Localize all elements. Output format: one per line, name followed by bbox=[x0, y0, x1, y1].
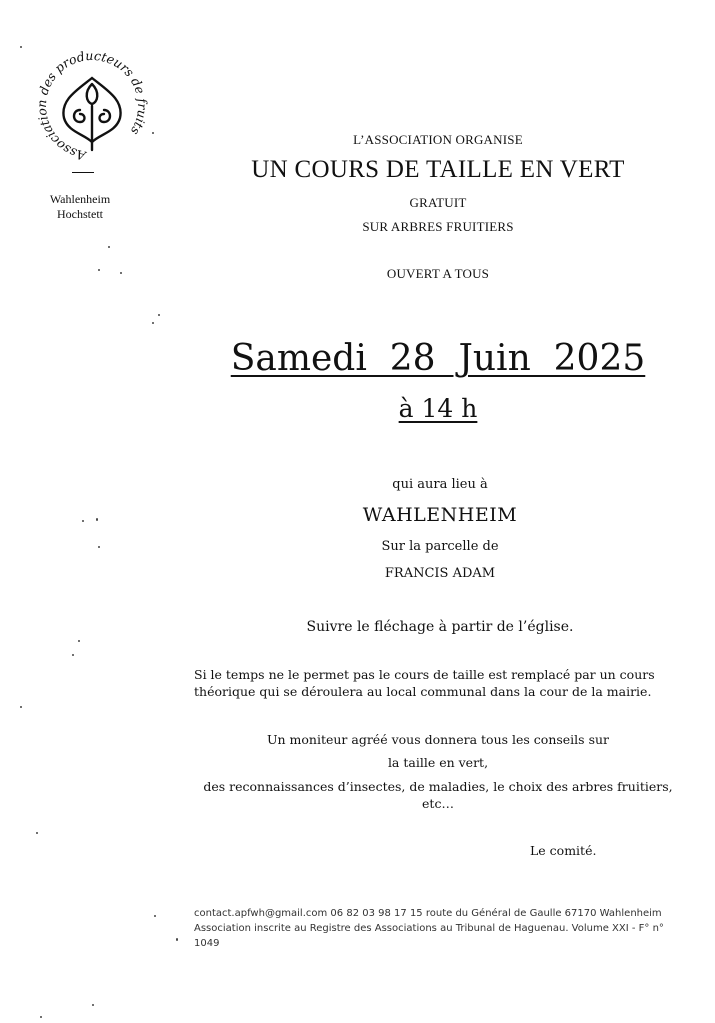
event-place: WAHLENHEIM bbox=[362, 504, 518, 526]
logo-divider bbox=[72, 172, 94, 173]
event-time: à 14 h bbox=[398, 394, 478, 423]
parcel-intro: Sur la parcelle de bbox=[381, 539, 499, 554]
fruit-leaf-icon bbox=[63, 78, 120, 150]
association-logo bbox=[22, 40, 162, 170]
monitor-note-line-1: Un moniteur agréé vous donnera tous les conseils sur bbox=[266, 732, 610, 747]
location-intro: qui aura lieu à bbox=[392, 477, 488, 492]
weather-note-line-1: Si le temps ne le permet pas le cours de taille est remplacé par un cours bbox=[194, 667, 655, 682]
organiser-line: L’ASSOCIATION ORGANISE bbox=[353, 132, 523, 147]
footer-registration: Association inscrite au Registre des Associations au Tribunal de Haguenau. Volume XXI - F° n° bbox=[194, 923, 664, 934]
town-hochstett: Hochstett bbox=[57, 207, 103, 221]
weather-note-line-2: théorique qui se déroulera au local communal dans la cour de la mairie. bbox=[194, 684, 652, 699]
directions: Suivre le fléchage à partir de l’église. bbox=[306, 619, 574, 635]
subject-line: SUR ARBRES FRUITIERS bbox=[362, 219, 514, 234]
footer-contact: contact.apfwh@gmail.com 06 82 03 98 17 15 route du Général de Gaulle 67170 Wahlenheim bbox=[194, 908, 662, 919]
free-label: GRATUIT bbox=[409, 195, 467, 210]
monitor-note-line-4: etc… bbox=[422, 796, 454, 811]
town-wahlenheim: Wahlenheim bbox=[49, 192, 111, 206]
monitor-note-line-2: la taille en vert, bbox=[387, 755, 489, 770]
event-date: Samedi 28 Juin 2025 bbox=[230, 338, 646, 379]
footer-volume: 1049 bbox=[194, 938, 220, 949]
logo-ring-text: Association des producteurs de fruits bbox=[33, 47, 151, 164]
page-title: UN COURS DE TAILLE EN VERT bbox=[251, 156, 625, 183]
signature: Le comité. bbox=[530, 843, 597, 858]
open-to-all: OUVERT A TOUS bbox=[386, 266, 490, 281]
parcel-owner: FRANCIS ADAM bbox=[384, 566, 496, 581]
monitor-note-line-3: des reconnaissances d’insectes, de maladies, le choix des arbres fruitiers, bbox=[203, 779, 673, 794]
